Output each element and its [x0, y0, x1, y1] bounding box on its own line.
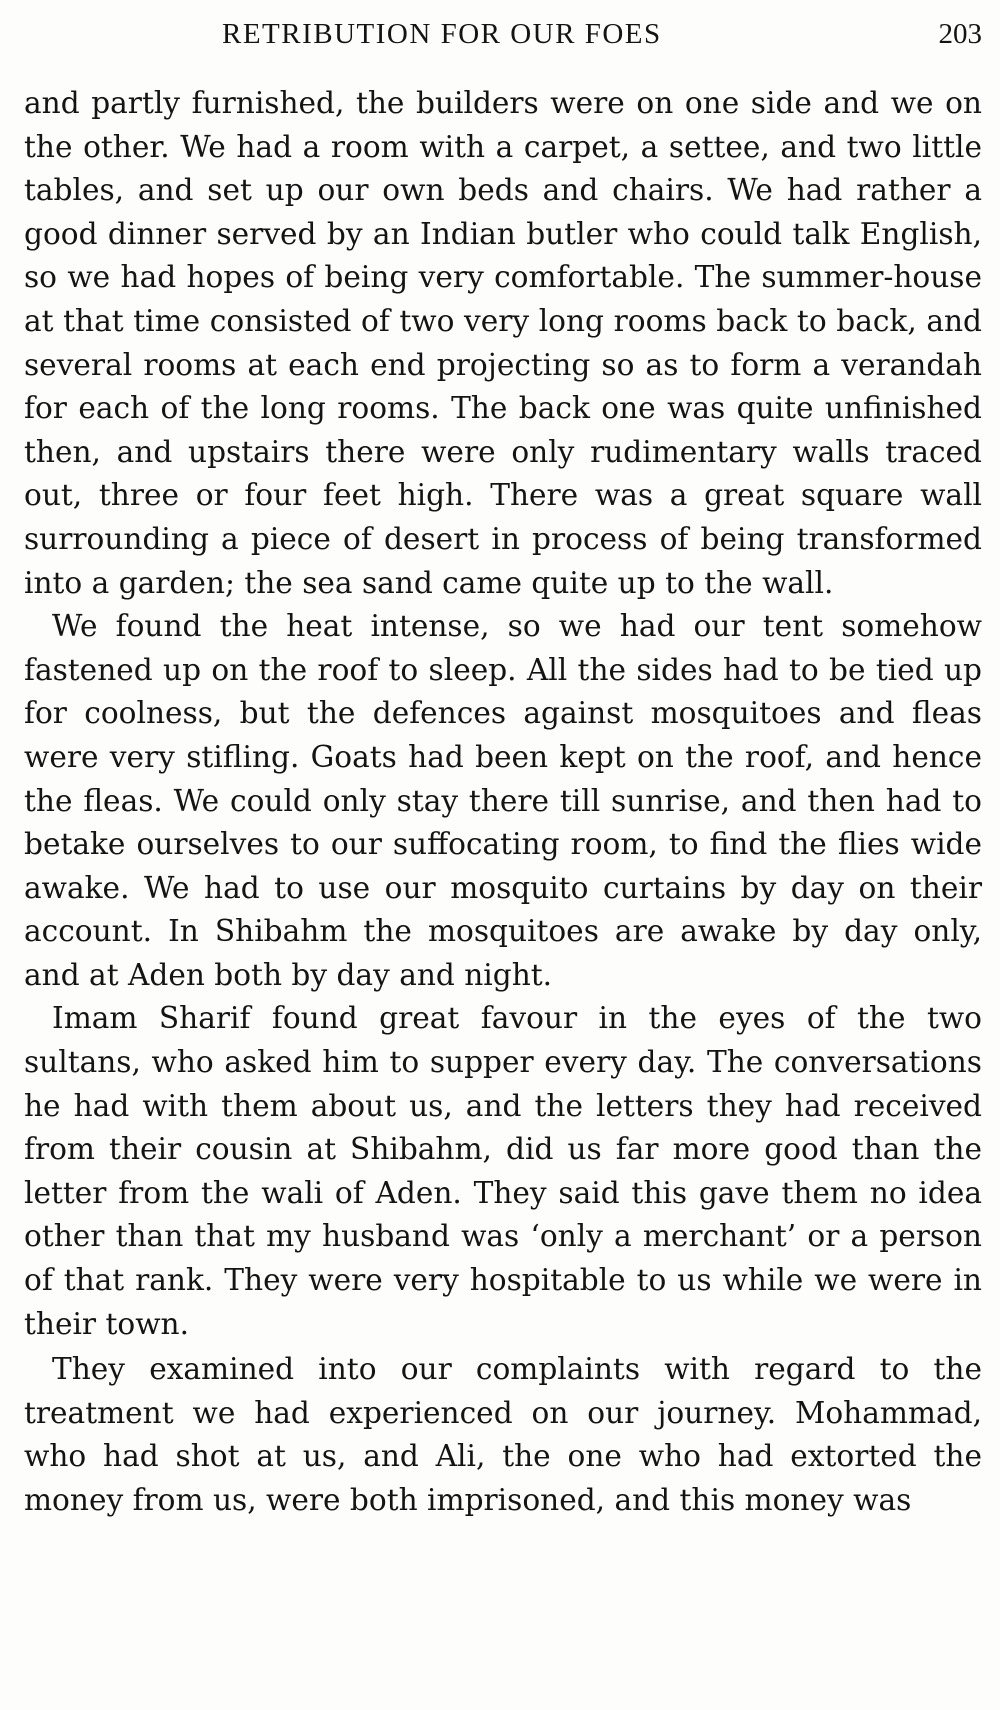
paragraph-heat-and-fleas: We found the heat intense, so we had our tent somehow fastened up on the roof to sleep. All the sides had to be tied up for coolness, but the defences against mosquitoes and fleas were very stifling. Goats had been kept on the roof, and hence the fleas. We could only stay there till sunrise, and then had to betake ourselves to our suffocating room, to find the flies wide awake. We had to use our mosquito curtains by day on their account. In Shibahm the mosquitoes are awake by day only, and at Aden both by day and night. — [24, 609, 982, 992]
paragraph-imam-sharif: Imam Sharif found great favour in the eyes of the two sultans, who asked him to supper every day. The conversations he had with them about us, and the letters they had received from their cousin at Shibahm, did us far more good than the letter from the wali of Aden. They said this gave them no idea other than that my husband was ‘only a merchant’ or a person of that rank. They were very hospitable to us while we were in their town. — [24, 1001, 982, 1341]
paragraph-complaints: They examined into our complaints with regard to the treatment we had experienced on our journey. Mohammad, who had shot at us, and Ali, the one who had extorted the money from us, were both imprisoned, and this money was — [24, 1352, 982, 1517]
paragraph-continued: and partly furnished, the builders were on one side and we on the other. We had a room with a carpet, a settee, and two little tables, and set up our own beds and chairs. We had rather a good dinner served by an Indian butler who could talk English, so we had hopes of being very comfortable. The summer-house at that time consisted of two very long rooms back to back, and several rooms at each end projecting so as to form a verandah for each of the long rooms. The back one was quite unfinished then, and upstairs there were only rudimentary walls traced out, three or four feet high. There was a great square wall surrounding a piece of desert in process of being transformed into a garden; the sea sand came quite up to the wall. — [24, 86, 982, 600]
page-number: 203 — [938, 18, 982, 50]
body-text — [24, 82, 982, 1523]
running-title: RETRIBUTION FOR OUR FOES — [222, 18, 662, 50]
page-header — [22, 14, 982, 64]
